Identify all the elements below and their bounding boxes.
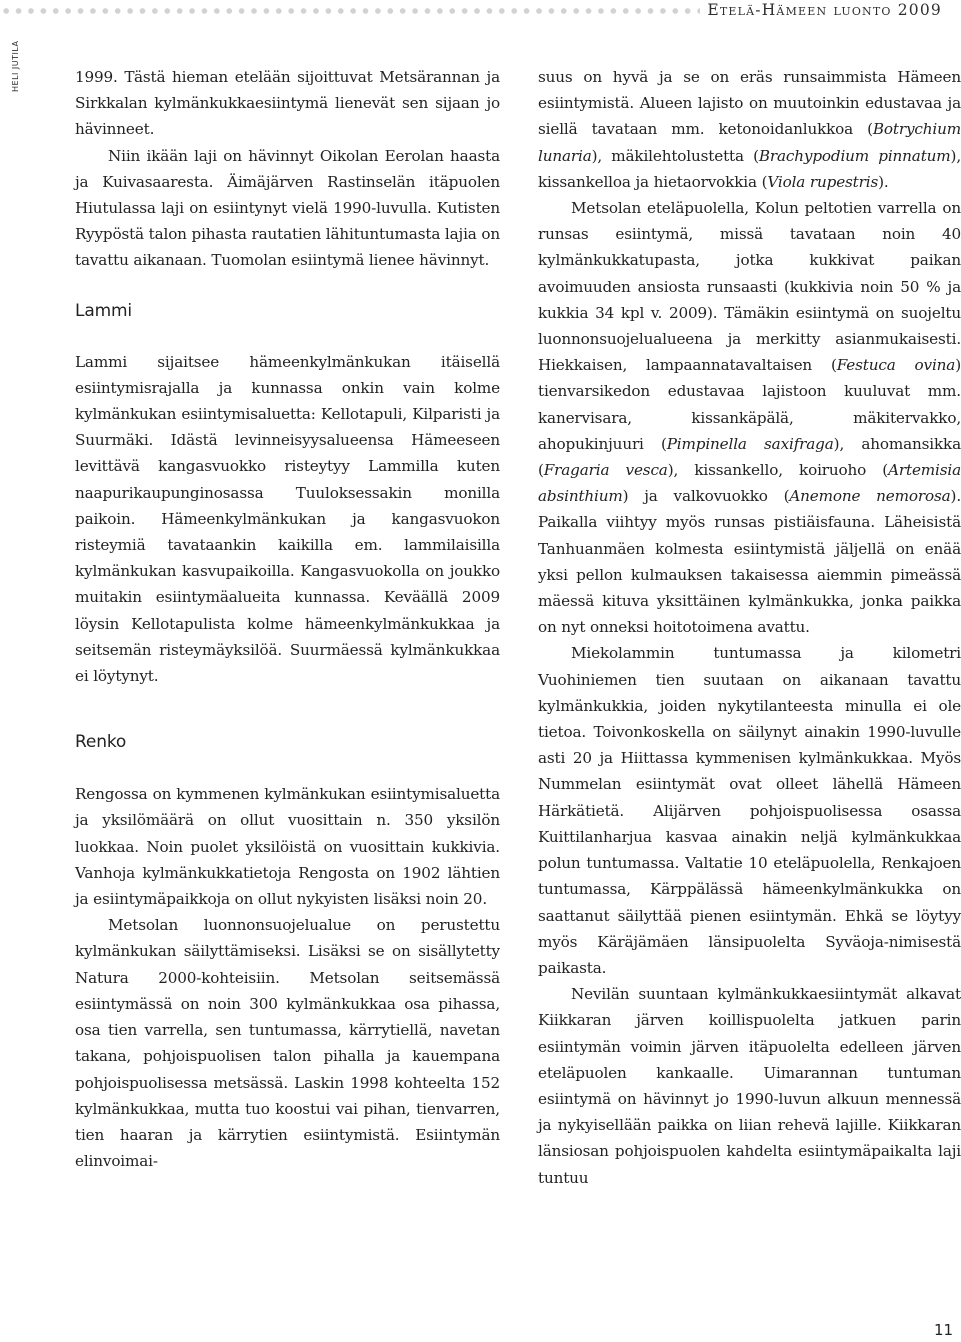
text-run: ) ja valkovuokko ( <box>622 487 790 506</box>
text-run: ), mäkilehtolustetta ( <box>591 146 759 165</box>
species-name: Viola rupestris <box>767 172 879 191</box>
section-heading-lammi: Lammi <box>75 300 132 321</box>
text-run: ), ahomansikka ( <box>538 434 961 480</box>
paragraph: Miekolammin tuntumassa ja kilometri Vuohiniemen tien suutaan on aikanaan tavattu kylmänkukkia, joiden nykytilanteesta minulla ei ole tietoa. Toivonkoskella on säilynyt ainakin 1990-luvulle asti 20 ja Hiittassa kymmenisen kylmänkukkaa. Myös Nummelan esiintymät ovat olleet lähellä Hämeen Härkätietä. Alijärven pohjoispuolisessa osassa Kuittilanharjua kasvaa ainakin neljä kylmänkukkaa polun tuntumassa. Valtatie 10 eteläpuolella, Renkajoen tuntumassa, Kärppälässä hämeenkylmänkukka on saattanut säilyttää pienen esiintymän. Ehkä se löytyy myös Käräjämäen länsipuolelta Syväoja-nimisestä paikasta. <box>538 644 961 977</box>
text-run: ), kissankello, koiruoho ( <box>667 461 889 480</box>
paragraph: Niin ikään laji on hävinnyt Oikolan Eerolan haasta ja Kuivasaaresta. Äimäjärven Rastinselän itäpuolen Hiutulassa laji on esiintynyt vielä 1990-luvulla. Kutisten Ryypöstä talon pihasta rautatien lähituntumasta lajia on tavattu aikanaan. Tuomolan esiintymä lienee hävinnyt. <box>75 146 500 270</box>
section-heading-renko: Renko <box>75 732 127 753</box>
right-column <box>538 64 961 1191</box>
header-dot-rule <box>0 4 700 18</box>
text-run: ). Paikalla viihtyy myös runsas pistiäisfauna. Läheisistä Tanhuanmäen kolmesta esiintymistä jäljellä on enää yksi pellon kulmauksen takaisessa aiemmin pimeässä mäessä kituva yksittäinen kylmänkukka, jonka paikka on nyt onneksi hoitotoimena avattu. <box>538 487 961 637</box>
paragraph: Lammi sijaitsee hämeenkylmänkukan itäisellä esiintymisrajalla ja kunnassa onkin vain kolme kylmänkukan esiintymisaluetta: Kellotapuli, Kilparisti ja Suurmäki. Idästä levinneisyysalueensa Hämeeseen levittävä kangasvuokko risteytyy Lammilla kuten naapurikaupunginosassa Tuuloksessakin monilla paikoin. Hämeenkylmänkukan ja kangasvuokon risteymiä tavataankin kaikilla em. lammilaisilla kylmänkukan kasvupaikoilla. Kangasvuokolla on joukko muitakin esiintymäalueita kunnassa. Keväällä 2009 löysin Kellotapulista kolme hämeenkylmänkukkaa ja seitsemän risteymäyksilöä. Suurmäessä kylmänkukkaa ei löytynyt. <box>75 352 500 686</box>
page-number: 11 <box>934 1321 954 1339</box>
text-run: ) tienvarsikedon edustavaa lajistoon kuuluvat mm. kanervisara, kissankäpälä, mäkitervakko, ahopukinjuuri ( <box>538 356 961 453</box>
running-header-title: Etelä-Hämeen luonto 2009 <box>707 1 942 19</box>
author-credit: HELI JUTILA <box>11 40 20 92</box>
species-name: Anemone nemorosa <box>789 487 951 506</box>
species-name: Pimpinella saxifraga <box>666 434 834 453</box>
paragraph <box>538 64 961 195</box>
species-name: Botrychium lunaria <box>538 120 961 165</box>
paragraph: Metsolan luonnonsuojelualue on perustettu kylmänkukan säilyttämiseksi. Lisäksi se on sisällytetty Natura 2000-kohteisiin. Metsolan seitsemässä esiintymässä on noin 300 kylmänkukkaa osa pihassa, osa tien varrella, sen tuntumassa, kärrytiellä, navetan takana, pohjoispuolisen talon pihalla ja kauempana pohjoispuolisessa metsässä. Laskin 1998 kohteelta 152 kylmänkukkaa, mutta tuo koostui vai pihan, tienvarren, tien haaran ja kärrytien esiintymistä. Esiintymän elinvoimai- <box>75 916 500 1171</box>
species-name: Brachypodium pinnatum <box>758 146 951 165</box>
species-name: Artemisia absinthium <box>538 461 961 506</box>
left-column <box>75 64 500 1174</box>
paragraph: Rengossa on kymmenen kylmänkukan esiintymisaluetta ja yksilömäärä on ollut vuosittain n. 350 yksilön luokkaa. Noin puolet yksilöistä on vuosittain kukkivia. Vanhoja kylmänkukkatietoja Rengosta on 1902 lähtien ja esiintymäpaikkoja on ollut nykyisten lisäksi noin 20. <box>75 785 500 909</box>
text-run: suus on hyvä ja se on eräs runsaimmista Hämeen esiintymistä. Alueen lajisto on muutoinkin edustavaa ja siellä tavataan mm. ketonoidanlukkoa ( <box>538 68 961 139</box>
paragraph: 1999. Tästä hieman etelään sijoittuvat Metsärannan ja Sirkkalan kylmänkukkaesiintymä lienevät sen sijaan jo hävinneet. <box>75 68 500 139</box>
paragraph <box>538 195 961 640</box>
text-run: ), kissankelloa ja hietaorvokkia ( <box>538 146 961 191</box>
text-run: Metsolan eteläpuolella, Kolun peltotien varrella on runsas esiintymä, missä tavataan noin 40 kylmänkukkatupasta, jotka kukkivat paikan avoimuuden ansiosta runsaasti (kukkivia noin 50 % ja kukkia 34 kpl v. 2009). Tämäkin esiintymä on suojeltu luonnonsuojelualueena ja merkitty asianmukaisesti. Hiekkaisen, lampaannatavaltaisen ( <box>538 199 961 375</box>
species-name: Festuca ovina <box>836 356 956 375</box>
species-name: Fragaria vesca <box>543 461 668 480</box>
text-run: ). <box>878 172 889 191</box>
paragraph: Nevilän suuntaan kylmänkukkaesiintymät alkavat Kiikkaran järven koillispuolelta jatkuen parin esiintymän voimin järven itäpuolelta edelleen järven eteläpuolen kankaalle. Uimarannan tuntuman esiintymä on hävinnyt jo 1990-luvun alkuun mennessä ja nykyisellään paikka on liian rehevä lajille. Kiikkaran länsiosan pohjoispuolen kahdelta esiintymäpaikalta laji tuntuu <box>538 985 961 1187</box>
